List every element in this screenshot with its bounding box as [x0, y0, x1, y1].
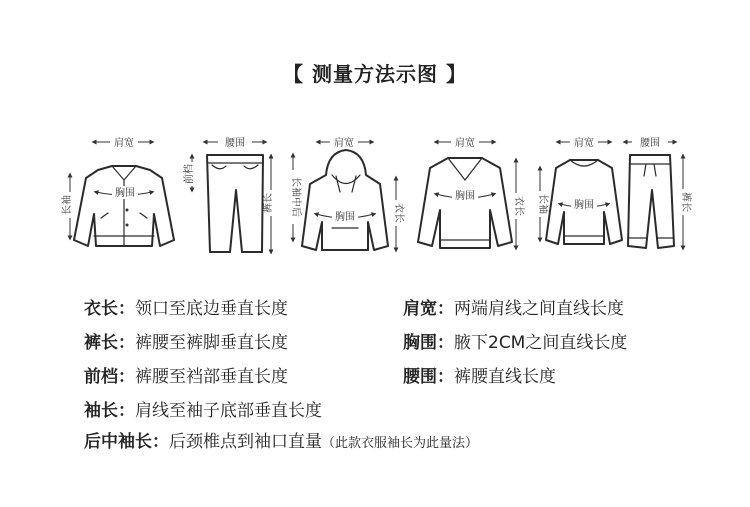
definition-shoulder-width: 肩宽：两端肩线之间直线长度: [403, 299, 624, 319]
definition-sleeve-length: 袖长：肩线至袖子底部垂直长度: [84, 401, 322, 421]
shoulder-label-1: 肩宽: [114, 138, 134, 149]
sleeve-label-2: 长袖: [537, 194, 548, 214]
body-length-label-2: 衣长: [513, 196, 524, 216]
page-title: 【 测量方法示图 】: [283, 62, 467, 86]
sleeve-label-1: 长袖: [62, 195, 73, 215]
definition-back-center-sleeve: 后中袖长：后颈椎点到袖口直量（此款衣服袖长为此量法）: [84, 432, 479, 452]
shoulder-label-3: 肩宽: [455, 138, 475, 149]
shoulder-label-2: 肩宽: [334, 138, 354, 149]
definition-waist: 腰围：裤腰直线长度: [403, 367, 556, 387]
pants-length-label-1: 裤长: [263, 193, 274, 213]
waist-label-1: 腰围: [225, 138, 245, 149]
definition-body-length: 衣长：领口至底边垂直长度: [84, 299, 288, 319]
pants-length-label-2: 裤长: [680, 192, 691, 212]
chest-label-2: 胸围: [335, 212, 355, 223]
shoulder-label-4: 肩宽: [574, 138, 594, 149]
definition-chest: 胸围：腋下2CM之间直线长度: [403, 333, 628, 353]
definition-front-rise: 前档：裤腰至裆部垂直长度: [84, 367, 288, 387]
body-length-label-1: 衣长: [393, 203, 404, 223]
rise-label: 前档: [184, 164, 195, 184]
chest-label-1: 胸围: [115, 188, 135, 199]
waist-label-2: 腰围: [640, 138, 660, 149]
chest-label-3: 胸围: [455, 191, 475, 202]
chest-label-4: 胸围: [574, 200, 594, 211]
back-sleeve-label: 长袖中后: [290, 177, 301, 217]
definition-pants-length: 裤长：裤腰至裤脚垂直长度: [84, 333, 288, 353]
